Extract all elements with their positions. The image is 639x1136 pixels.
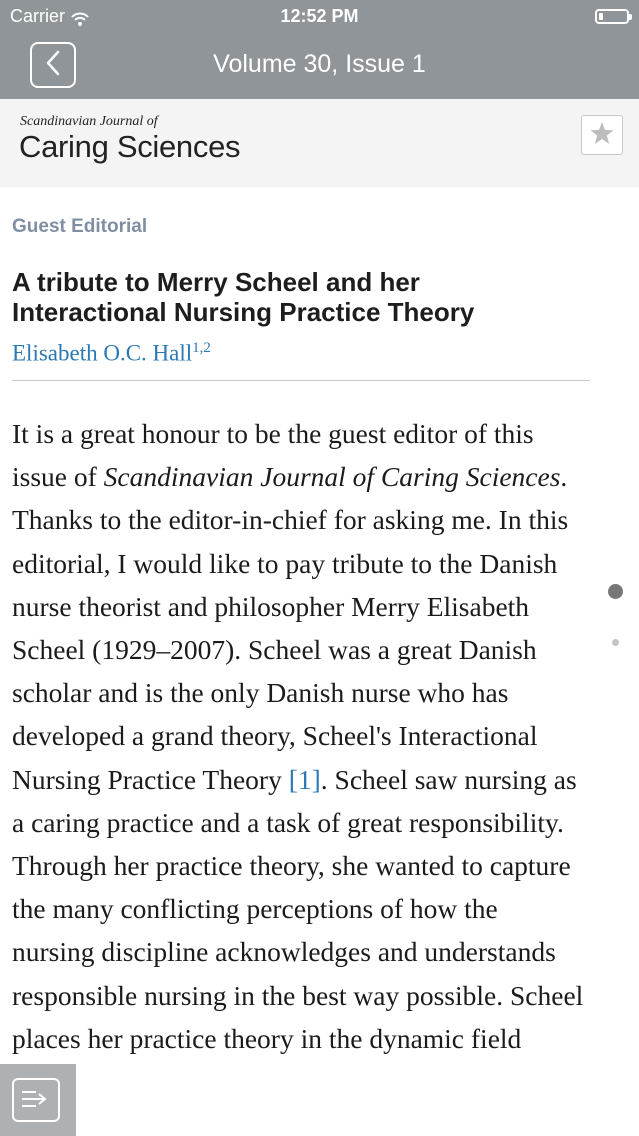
journal-name-italic: Scandinavian Journal of Caring Sciences	[103, 461, 561, 493]
journal-header	[0, 99, 639, 187]
battery-icon	[595, 9, 629, 24]
journal-name: Caring Sciences	[19, 129, 241, 164]
article-title: A tribute to Merry Scheel and her Interactional Nursing Practice Theory	[12, 267, 475, 327]
reference-link[interactable]: [1]	[288, 763, 321, 795]
body-text-3: . Scheel saw nursing as a caring practice and a task of great responsibility. Through her practice theory, she wanted to capture the many conflicting perceptions of how the nursing discipline acknowledges and understands responsible nursing in the best way possible. Scheel places her practice theory in the dynamic field	[12, 763, 584, 1054]
status-bar	[0, 0, 639, 32]
star-icon	[589, 120, 615, 151]
divider	[12, 380, 590, 381]
author-name[interactable]: Elisabeth O.C. Hall	[12, 340, 193, 366]
page-indicator-dot	[612, 639, 619, 646]
body-text-2: . Thanks to the editor-in-chief for asking me. In this editorial, I would like to pay tribute to the Danish nurse theorist and philosopher Merry Elisabeth Scheel (1929–2007). Scheel was a great Danish scholar and is the only Danish nurse who has developed a grand theory, Scheel's Interactional Nursing Practice Theory	[12, 461, 569, 795]
favorite-button[interactable]	[581, 115, 623, 155]
section-label: Guest Editorial	[12, 216, 148, 237]
author-line[interactable]	[12, 340, 211, 367]
article-body	[12, 412, 587, 1060]
body-text-1: It is a great honour to be the guest editor of this issue of	[12, 418, 534, 493]
reading-mode-icon	[12, 1078, 60, 1122]
reading-mode-button[interactable]	[0, 1064, 76, 1136]
clock: 12:52 PM	[280, 6, 359, 26]
carrier-label: Carrier	[10, 6, 66, 26]
author-affiliations[interactable]: 1,2	[192, 340, 211, 356]
journal-name-small: Scandinavian Journal of	[20, 114, 158, 129]
page-indicator-dot-current	[608, 584, 623, 599]
navigation-bar	[0, 0, 639, 99]
nav-title: Volume 30, Issue 1	[213, 50, 426, 78]
